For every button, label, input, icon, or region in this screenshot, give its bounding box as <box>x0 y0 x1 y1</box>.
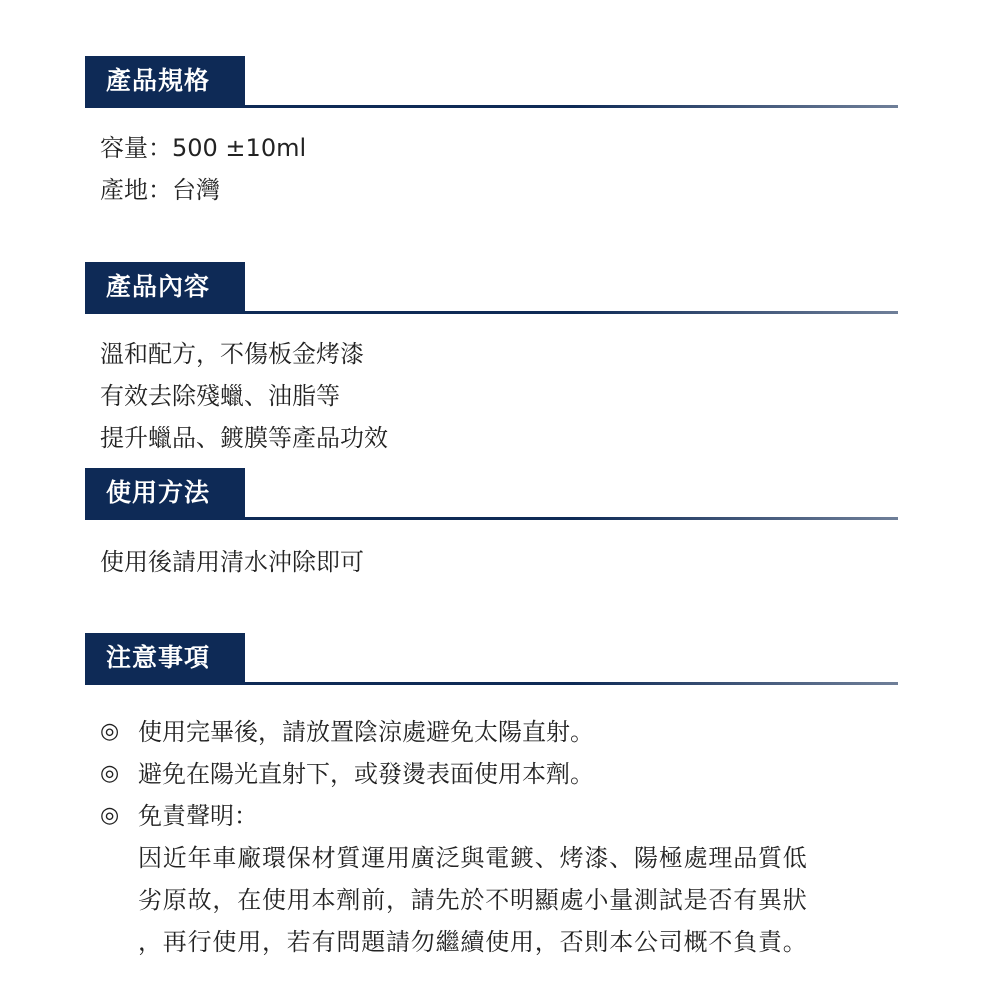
usage-section-header <box>85 468 898 520</box>
note-item <box>100 711 808 753</box>
note-text: 避免在陽光直射下，或發燙表面使用本劑。 <box>138 760 594 788</box>
spec-capacity: 容量：500 ±10ml <box>100 134 307 162</box>
content-line: 溫和配方，不傷板金烤漆 <box>100 340 364 368</box>
spec-section-title: 產品規格 <box>85 56 245 106</box>
disclaimer-line: 劣原故，在使用本劑前，請先於不明顯處小量測試是否有異狀 <box>138 886 808 914</box>
notes-section-header <box>85 633 898 685</box>
notes-section-title: 注意事項 <box>85 633 245 683</box>
disclaimer-line: 因近年車廠環保材質運用廣泛與電鍍、烤漆、陽極處理品質低 <box>138 844 808 872</box>
note-item <box>100 753 808 795</box>
content-line: 有效去除殘蠟、油脂等 <box>100 382 340 410</box>
usage-line: 使用後請用清水沖除即可 <box>100 548 364 576</box>
content-lines <box>100 333 388 459</box>
content-section-title: 產品內容 <box>85 262 245 312</box>
content-header-divider <box>85 311 898 314</box>
disclaimer-heading: 免責聲明： <box>138 802 258 830</box>
spec-section-header <box>85 56 898 108</box>
notes-header-divider <box>85 682 898 685</box>
spec-origin: 產地：台灣 <box>100 176 220 204</box>
content-section-header <box>85 262 898 314</box>
usage-header-divider <box>85 517 898 520</box>
content-line: 提升蠟品、鍍膜等產品功效 <box>100 424 388 452</box>
spec-header-divider <box>85 105 898 108</box>
notes-list <box>100 711 808 963</box>
spec-lines <box>100 127 306 211</box>
bullet-icon: ◎ <box>100 803 120 828</box>
bullet-icon: ◎ <box>100 719 120 744</box>
usage-lines <box>100 541 364 583</box>
usage-section-title: 使用方法 <box>85 468 245 518</box>
note-item <box>100 795 808 837</box>
disclaimer-line: ，再行使用，若有問題請勿繼續使用，否則本公司概不負責。 <box>138 928 808 956</box>
note-text: 使用完畢後，請放置陰涼處避免太陽直射。 <box>138 718 594 746</box>
bullet-icon: ◎ <box>100 761 120 786</box>
